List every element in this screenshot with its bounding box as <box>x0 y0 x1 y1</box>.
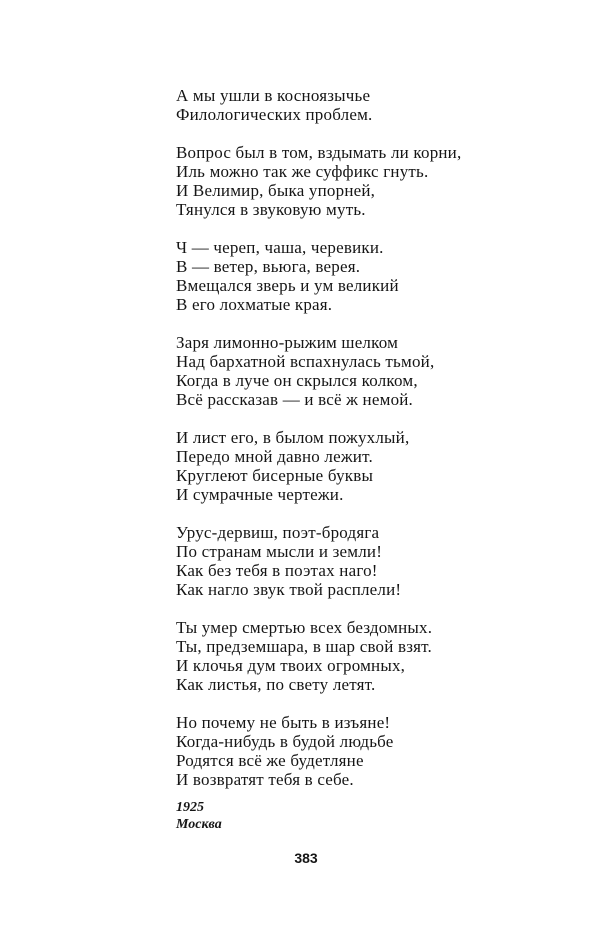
stanza-1 <box>176 86 506 124</box>
stanza-8 <box>176 713 506 789</box>
poem-line: Ты умер смертью всех бездомных. <box>176 618 433 637</box>
stanza-4 <box>176 333 506 409</box>
poem-line: Иль можно так же суффикс гнуть. <box>176 162 429 181</box>
poem-line: Вопрос был в том, вздымать ли корни, <box>176 143 462 162</box>
poem-line: Но почему не быть в изъяне! <box>176 713 391 732</box>
poem-line: И клочья дум твоих огромных, <box>176 656 406 675</box>
poem-line: Вмещался зверь и ум великий <box>176 276 399 295</box>
poem-line: Как листья, по свету летят. <box>176 675 376 694</box>
poem-line: Ты, предземшара, в шар свой взят. <box>176 637 432 656</box>
poem-line: Ч — череп, чаша, черевики. <box>176 238 384 257</box>
poem-line: Когда-нибудь в будой людьбе <box>176 732 394 751</box>
poem-line: И сумрачные чертежи. <box>176 485 344 504</box>
stanza-5 <box>176 428 506 504</box>
poem-line: По странам мысли и земли! <box>176 542 383 561</box>
stanza-3 <box>176 238 506 314</box>
stanza-6 <box>176 523 506 599</box>
poem-line: Как без тебя в поэтах наго! <box>176 561 378 580</box>
poem-line: Как нагло звук твой расплели! <box>176 580 402 599</box>
poem-line: Филологических проблем. <box>176 105 373 124</box>
poem-line: Всё рассказав — и всё ж немой. <box>176 390 414 409</box>
poem-line: Когда в луче он скрылся колком, <box>176 371 418 390</box>
poem-signature <box>176 799 222 833</box>
poem-line: Родятся всё же будетляне <box>176 751 364 770</box>
poem-line: Заря лимонно-рыжим шелком <box>176 333 399 352</box>
poem-line: А мы ушли в косноязычье <box>176 86 371 105</box>
poem-line: И возвратят тебя в себе. <box>176 770 354 789</box>
poem-line: Тянулся в звуковую муть. <box>176 200 366 219</box>
page-number: 383 <box>294 850 318 866</box>
poem-line: Урус-дервиш, поэт-бродяга <box>176 523 380 542</box>
poem-line: В его лохматые края. <box>176 295 333 314</box>
stanza-2 <box>176 143 506 219</box>
poem-body <box>176 86 506 808</box>
poem-line: Круглеют бисерные буквы <box>176 466 374 485</box>
poem-line: И Велимир, быка упорней, <box>176 181 376 200</box>
signature-place: Москва <box>176 817 222 832</box>
poem-line: И лист его, в былом пожухлый, <box>176 428 410 447</box>
signature-year: 1925 <box>176 800 204 815</box>
poem-line: Над бархатной вспахнулась тьмой, <box>176 352 435 371</box>
poem-line: В — ветер, вьюга, верея. <box>176 257 361 276</box>
poem-line: Передо мной давно лежит. <box>176 447 373 466</box>
stanza-7 <box>176 618 506 694</box>
